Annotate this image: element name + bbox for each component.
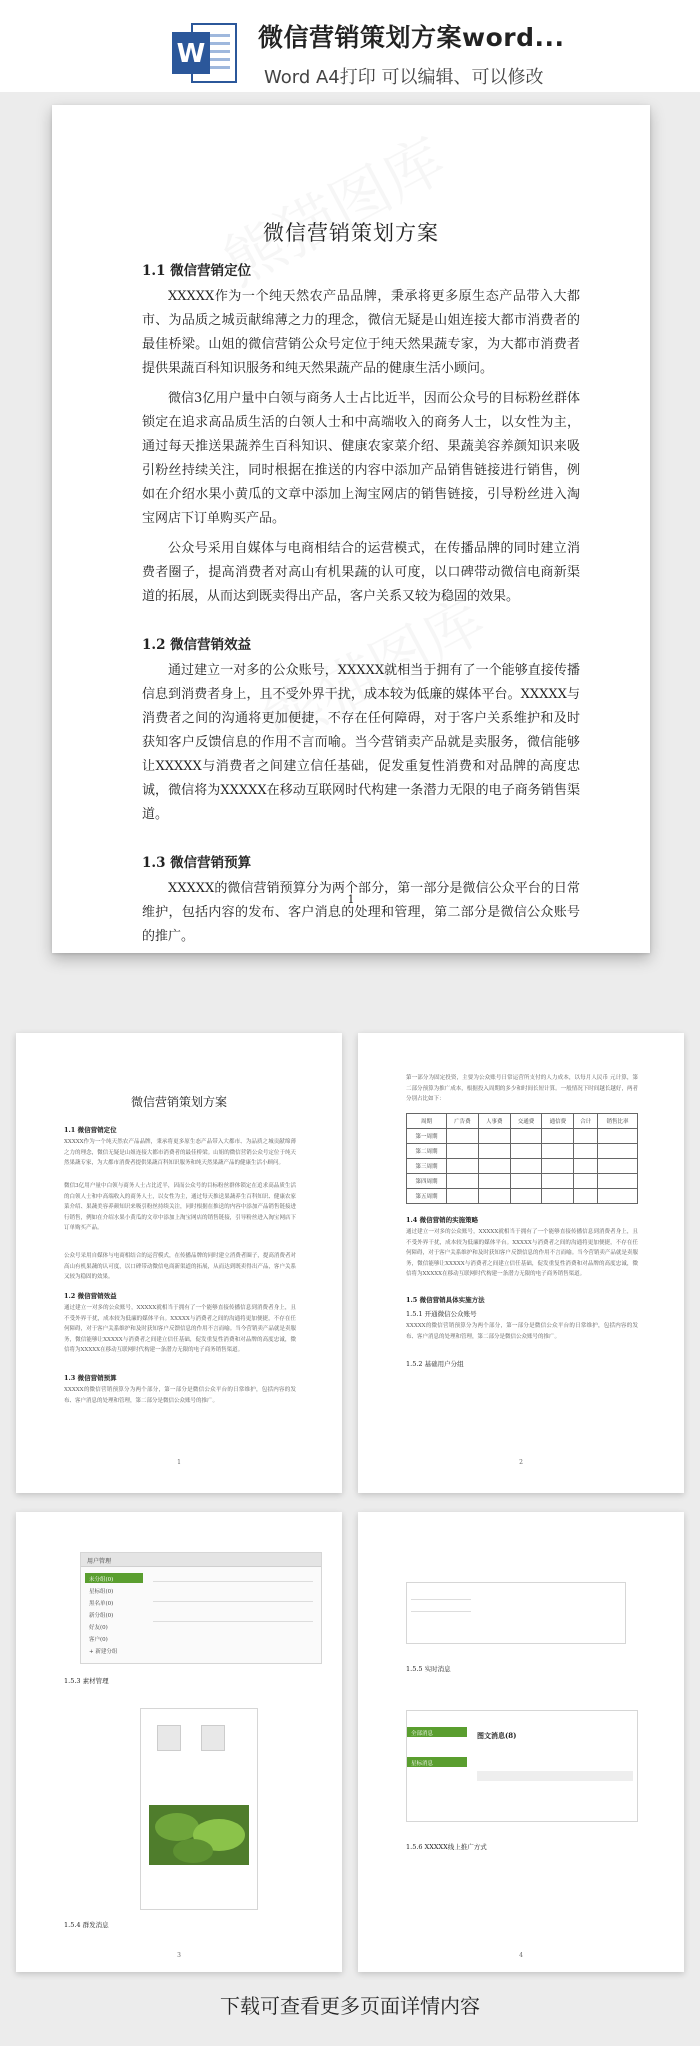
table-row (407, 1174, 638, 1189)
side-item: 客户(0) (89, 1637, 108, 1643)
section-heading: 1.2 微信营销效益 (142, 637, 252, 653)
budget-table (406, 1113, 638, 1204)
document-subtitle: Word A4打印 可以编辑、可以修改 (264, 67, 544, 88)
table-header-cell: 人事费 (478, 1114, 510, 1129)
table-cell: 第五周期 (407, 1189, 447, 1204)
document-title: 微信营销策划方案word... (258, 23, 565, 52)
thumb-heading: 1.2 微信营销效益 (64, 1292, 117, 1300)
paragraph: XXXXX的微信营销预算分为两个部分，第一部分是微信公众平台的日常维护，包括内容的发布、客户消息的处理和管理，第二部分是微信公众账号的推广。 (142, 881, 580, 944)
table-header-cell: 广告费 (446, 1114, 478, 1129)
thumb-text: XXXXX作为一个纯天然农产品品牌，秉承将更多原生态产品带入大都市、为品质之城贡献绵薄之力的理念，微信无疑是山姐连接大都市消费者的最佳桥梁。山姐的微信营销公众号定位于纯天然果蔬专家，为大都市消费者提供果蔬百科知识服务和纯天然果蔬产品的健康生活小顾问。 (64, 1139, 296, 1166)
table-header-cell: 合计 (574, 1114, 598, 1129)
screenshot-title: 用户管理 (87, 1558, 112, 1565)
side-item: 黑名单(0) (89, 1601, 114, 1607)
table-row (407, 1129, 638, 1144)
paragraph: 公众号采用自媒体与电商相结合的运营模式，在传播品牌的同时建立消费者圈子，提高消费者对高山有机果蔬的认可度，以口碑带动微信电商新渠道的拓展，从而达到既卖得出产品，客户关系又较为稳固的效果。 (142, 541, 580, 604)
thumb-subheading: 1.5.5 实时消息 (406, 1665, 451, 1673)
thumb-text: 微信3亿用户量中白领与商务人士占比近半，因而公众号的目标粉丝群体锁定在追求高品质生活的白领人士和中高端收入的商务人士，以女性为主，通过每天推送果蔬养生百科知识、健康农家菜介绍、果蔬美容养颜知识来吸引粉丝持续关注，同时根据在推送的内容中添加产品销售链接进行销售，例如在介绍水果小黄瓜的文章中添加上淘宝网店的销售链接，引导粉丝进入淘宝网店下订单购买产品。 (64, 1183, 296, 1231)
word-document-icon (170, 20, 240, 86)
side-item-active: 未分组(0) (89, 1577, 114, 1583)
thumb-subheading: 1.5.1 开通微信公众账号 (406, 1310, 477, 1318)
thumbnail-page-3[interactable] (16, 1512, 342, 1972)
table-cell: 第一周期 (407, 1129, 447, 1144)
download-more-text[interactable]: 下载可查看更多页面详情内容 (220, 1994, 480, 2018)
table-header-cell: 通信费 (542, 1114, 574, 1129)
page-number: 1 (177, 1459, 181, 1466)
thumb-text: XXXXX的微信营销预算分为两个部分，第一部分是微信公众平台的日常维护，包括内容的发布、客户消息的处理和管理，第二部分是微信公众账号的推广。 (406, 1323, 638, 1340)
side-item: 星标组(0) (89, 1589, 114, 1595)
svg-text:W: W (176, 39, 206, 69)
thumbnail-page-1[interactable] (16, 1033, 342, 1493)
thumb-text: 第一部分为固定投资，主要为公众账号日常运营所支付的人力成本，以每月人民币 元计算，第二部分预算为推广成本，根据投入周期的多少和时间长短计算。一般情况下时间越长越好，两者分别占比如下： (406, 1075, 638, 1102)
table-header-cell: 销售比率 (597, 1114, 637, 1129)
thumb-title: 微信营销策划方案 (130, 1095, 227, 1109)
section-heading: 1.1 微信营销定位 (142, 263, 252, 279)
thumb-text: 公众号采用自媒体与电商相结合的运营模式，在传播品牌的同时建立消费者圈子，提高消费者对高山有机果蔬的认可度，以口碑带动微信电商新渠道的拓展，从而达到既卖得出产品，客户关系又较为稳固的效果。 (64, 1253, 296, 1280)
article-preview-screenshot (140, 1708, 258, 1910)
vegetable-photo (149, 1805, 249, 1865)
thumbnail-page-2[interactable] (358, 1033, 684, 1493)
side-item: + 新建分组 (89, 1649, 118, 1655)
table-cell: 第三周期 (407, 1159, 447, 1174)
thumb-subheading: 1.5.6 XXXXX线上推广方式 (406, 1843, 487, 1851)
page-title: 微信营销策划方案 (263, 221, 439, 245)
thumb-subheading: 1.5.3 素材管理 (64, 1677, 109, 1685)
message-screenshot (406, 1582, 626, 1644)
page-body (142, 261, 580, 955)
page-number: 4 (519, 1952, 523, 1959)
side-item: 新分组(0) (89, 1613, 114, 1619)
thumb-text: XXXXX的微信营销预算分为两个部分，第一部分是微信公众平台的日常维护，包括内容的发布、客户消息的处理和管理，第二部分是微信公众账号的推广。 (64, 1387, 296, 1404)
header-banner (0, 0, 700, 92)
thumb-text: 通过建立一对多的公众账号，XXXXX就相当于拥有了一个能够直接传播信息到消费者身上，且不受外界干扰，成本较为低廉的媒体平台。XXXXX与消费者之间的沟通将更加便捷，不存在任何障碍，对于客户关系维护和及时获知客户反馈信息的作用不言而喻。当今营销卖产品就是卖服务，微信能够让XXXXX与消费者之间建立信任基础，促发重复性消费和对品牌的高度忠诚，微信将为XXXXX在移动互联网时代构建一条潜力无限的电子商务销售渠道。 (64, 1305, 296, 1353)
paragraph: 通过建立一对多的公众账号，XXXXX就相当于拥有了一个能够直接传播信息到消费者身上，且不受外界干扰，成本较为低廉的媒体平台。XXXXX与消费者之间的沟通将更加便捷，不存在任何障碍，对于客户关系维护和及时获知客户反馈信息的作用不言而喻。当今营销卖产品就是卖服务，微信能够让XXXXX与消费者之间建立信任基础，促发重复性消费和对品牌的高度忠诚，微信将为XXXXX在移动互联网时代构建一条潜力无限的电子商务销售渠道。 (142, 663, 580, 822)
thumb-heading: 1.5 微信营销具体实施方法 (406, 1296, 485, 1304)
paragraph: XXXXX作为一个纯天然农产品品牌，秉承将更多原生态产品带入大都市、为品质之城贡献绵薄之力的理念，微信无疑是山姐连接大都市消费者的最佳桥梁。山姐的微信营销公众号定位于纯天然果蔬专家，为大都市消费者提供果蔬百科知识服务和纯天然果蔬产品的健康生活小顾问。 (142, 289, 580, 376)
page-number: 3 (177, 1952, 181, 1959)
green-item: 星标消息 (411, 1761, 434, 1767)
table-cell: 第二周期 (407, 1144, 447, 1159)
table-cell: 第四周期 (407, 1174, 447, 1189)
thumb-subheading: 1.5.4 群发消息 (64, 1921, 109, 1929)
page-number: 2 (519, 1459, 523, 1466)
thumb-heading: 1.4 微信营销的实施策略 (406, 1216, 479, 1224)
thumb-heading: 1.3 微信营销预算 (64, 1374, 117, 1382)
thumb-text: 通过建立一对多的公众账号，XXXXX就相当于拥有了一个能够直接传播信息到消费者身上，且不受外界干扰，成本较为低廉的媒体平台。XXXXX与消费者之间的沟通将更加便捷，不存在任何障碍，对于客户关系维护和及时获知客户反馈信息的作用不言而喻。当今营销卖产品就是卖服务，微信能够让XXXXX与消费者之间建立信任基础，促发重复性消费和对品牌的高度忠诚，微信将为XXXXX在移动互联网时代构建一条潜力无限的电子商务销售渠道。 (406, 1229, 638, 1277)
page-number: 1 (347, 893, 355, 906)
thumb-heading: 1.1 微信营销定位 (64, 1126, 117, 1134)
thumb-subheading: 1.5.2 基础用户分组 (406, 1360, 464, 1368)
user-management-screenshot (80, 1552, 322, 1664)
table-row (407, 1144, 638, 1159)
table-header-row (407, 1114, 638, 1129)
message-list-screenshot (406, 1710, 638, 1822)
table-header-cell: 周期 (407, 1114, 447, 1129)
table-header-cell: 交通费 (510, 1114, 542, 1129)
table-row (407, 1159, 638, 1174)
side-item: 好友(0) (89, 1625, 108, 1631)
green-item: 全部消息 (411, 1731, 434, 1737)
paragraph: 微信3亿用户量中白领与商务人士占比近半，因而公众号的目标粉丝群体锁定在追求高品质生活的白领人士和中高端收入的商务人士，以女性为主，通过每天推送果蔬养生百科知识、健康农家菜介绍、果蔬美容养颜知识来吸引粉丝持续关注，同时根据在推送的内容中添加产品销售链接进行销售，例如在介绍水果小黄瓜的文章中添加上淘宝网店的销售链接，引导粉丝进入淘宝网店下订单购买产品。 (142, 391, 580, 526)
main-page-preview[interactable] (52, 105, 650, 953)
thumbnail-page-4[interactable] (358, 1512, 684, 1972)
table-row (407, 1189, 638, 1204)
panel-title: 图文消息(8) (477, 1731, 517, 1740)
section-heading: 1.3 微信营销预算 (142, 855, 252, 871)
